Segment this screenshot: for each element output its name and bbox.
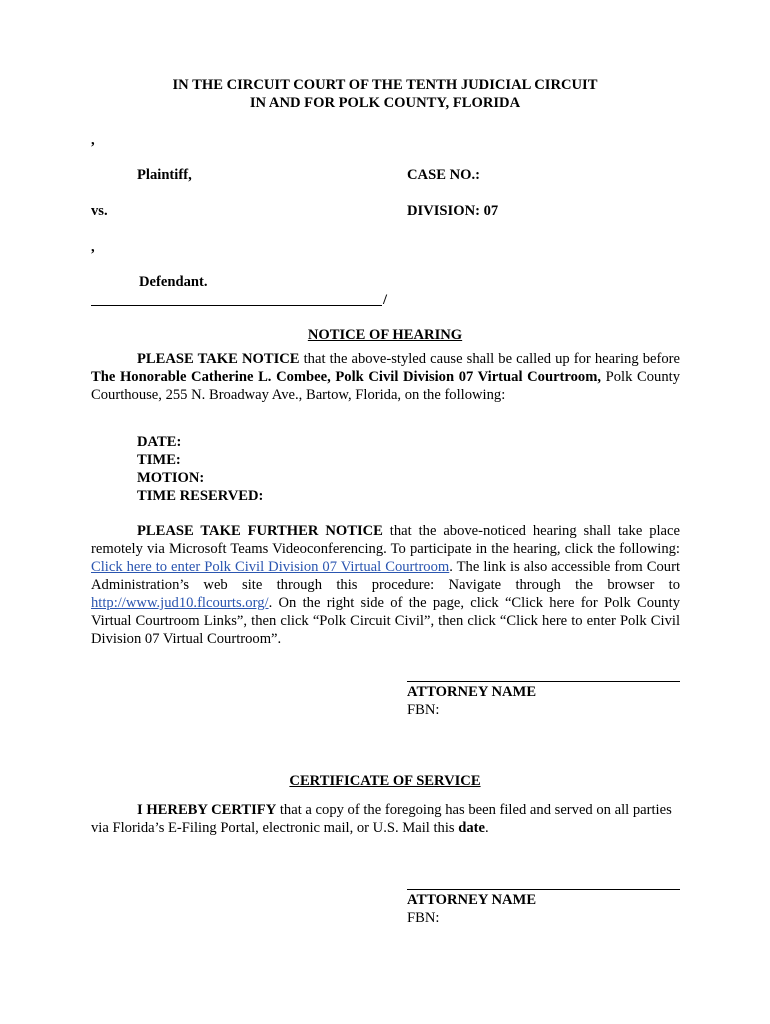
attorney-name-2: ATTORNEY NAME [407,892,537,908]
notice-lead: PLEASE TAKE NOTICE [137,351,300,367]
plaintiff-label: Plaintiff, [137,167,192,183]
court-website-link[interactable]: http://www.jud10.flcourts.org/ [91,595,269,611]
certificate-paragraph [91,801,680,837]
time-reserved-field-label: TIME RESERVED: [137,488,264,504]
date-field-label: DATE: [137,434,182,450]
case-number-label: CASE NO.: [407,167,480,183]
caption-divider-slash: / [383,292,388,308]
certificate-text-1: that a copy of the foregoing has been filed and served on all parties via Florida’s E-Filing Portal, electronic mail, or U.S. Mail this [91,802,672,836]
signature-line-1 [407,681,680,682]
certificate-date-word: date [458,820,485,836]
plaintiff-name: , [91,132,95,148]
defendant-name: , [91,239,95,255]
further-notice-paragraph [91,522,680,648]
certificate-lead: I HEREBY CERTIFY [137,802,277,818]
certificate-text-2: . [485,820,489,836]
court-caption-line2: IN AND FOR POLK COUNTY, FLORIDA [249,95,521,111]
division-label: DIVISION: 07 [407,203,499,219]
notice-paragraph [91,350,680,404]
further-notice-text-1: that the above-noticed hearing shall take place remotely via Microsoft Teams Videoconferencing. To participate in the hearing, click the following: [91,523,680,557]
notice-title: NOTICE OF HEARING [307,327,463,343]
notice-text-2: Polk County Courthouse, 255 N. Broadway Ave., Bartow, Florida, on the following: [91,369,680,403]
certificate-title: CERTIFICATE OF SERVICE [289,773,481,789]
fbn-label-2: FBN: [407,910,440,926]
signature-line-2 [407,889,680,890]
further-notice-text-2: . The link is also accessible from Court Administration’s web site through this procedure: Navigate through the browser to [91,559,680,593]
fbn-label-1: FBN: [407,702,440,718]
virtual-courtroom-link[interactable]: Click here to enter Polk Civil Division 07 Virtual Courtroom [91,559,450,575]
judge-name: The Honorable Catherine L. Combee, Polk Civil Division 07 Virtual Courtroom, [91,369,602,385]
further-notice-text-3: . On the right side of the page, click “Click here for Polk County Virtual Courtroom Links”, then click “Polk Circuit Civil”, then click “Click here to enter Polk Civil Division 07 Virtual Courtroom”. [91,595,680,647]
motion-field-label: MOTION: [137,470,205,486]
versus-label: vs. [91,203,108,219]
caption-divider-line [91,305,382,306]
time-field-label: TIME: [137,452,181,468]
attorney-name-1: ATTORNEY NAME [407,684,537,700]
defendant-label: Defendant. [139,274,208,290]
further-notice-lead: PLEASE TAKE FURTHER NOTICE [137,523,383,539]
court-caption-line1: IN THE CIRCUIT COURT OF THE TENTH JUDICIAL CIRCUIT [172,77,598,93]
notice-text-1: that the above-styled cause shall be called up for hearing before [299,351,680,367]
